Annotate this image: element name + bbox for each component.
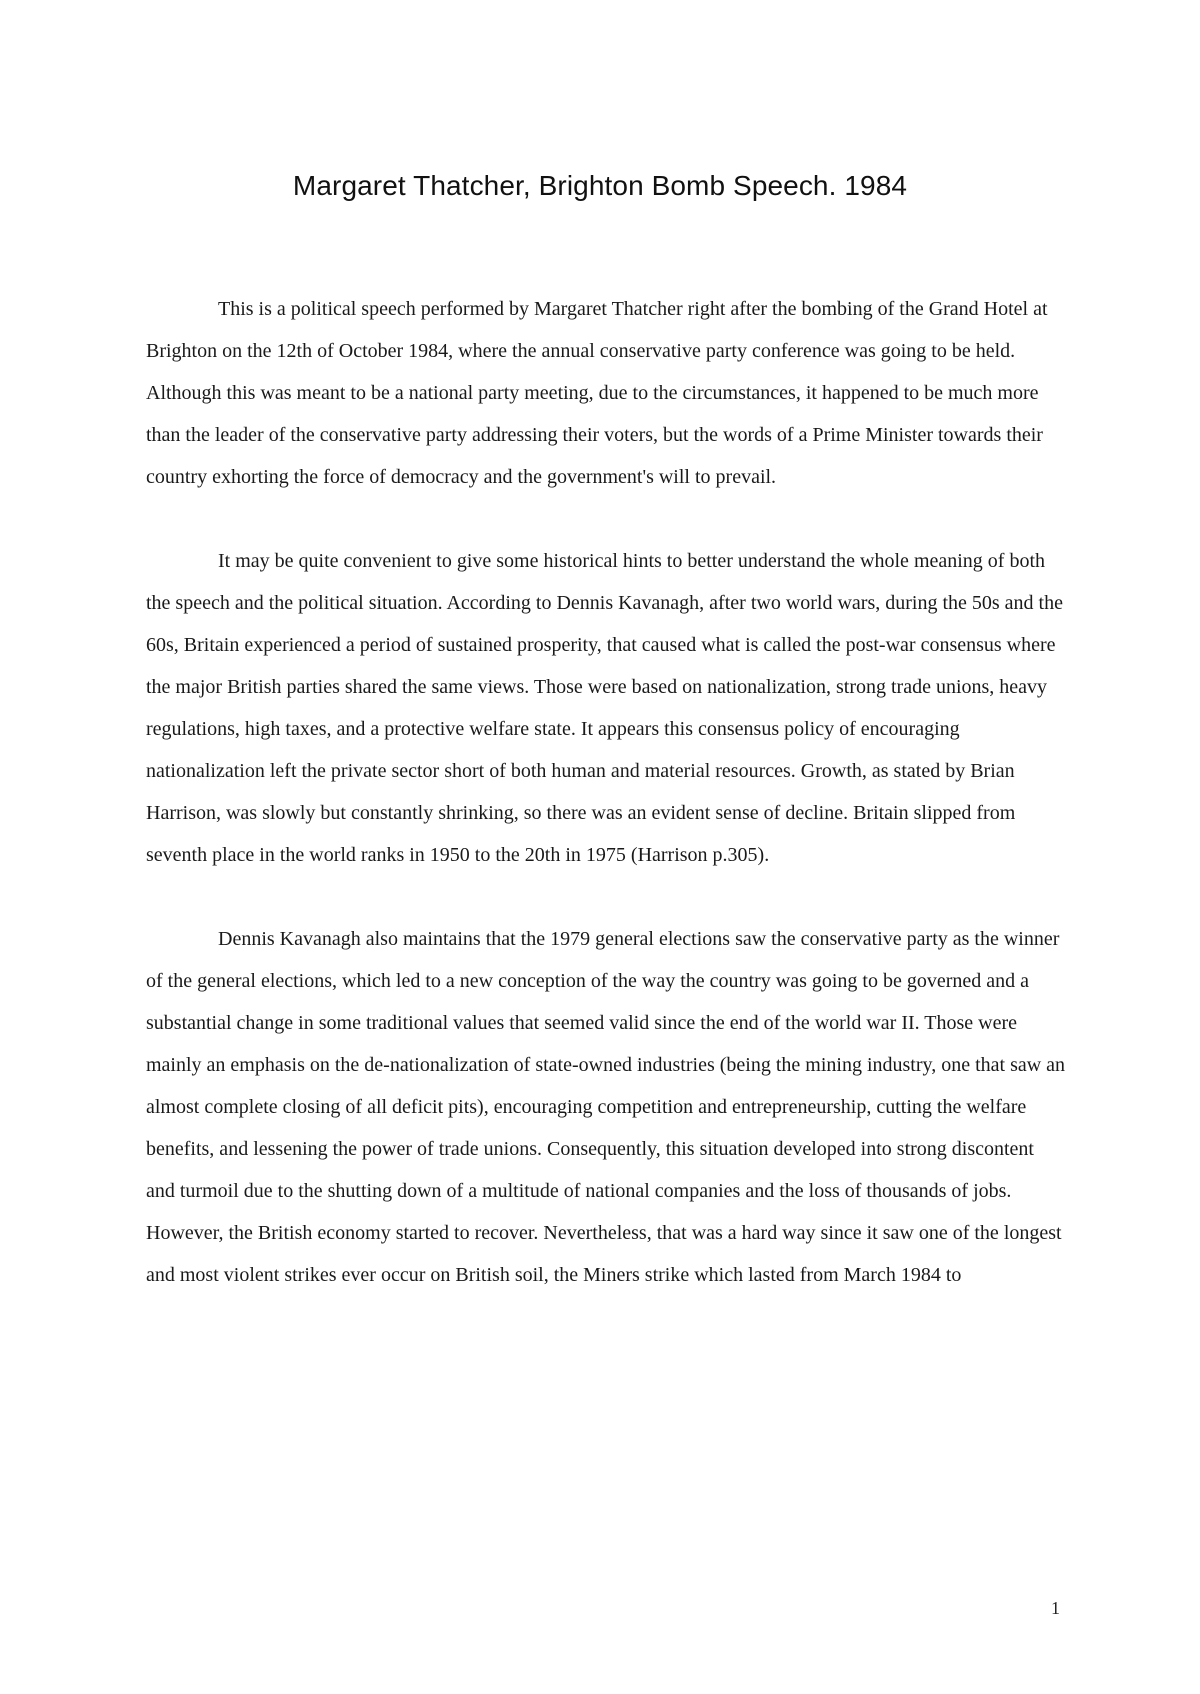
page-number: 1 — [1051, 1598, 1060, 1618]
document-title: Margaret Thatcher, Brighton Bomb Speech. 1984 — [292, 170, 908, 201]
paragraph-1: This is a political speech performed by Margaret Thatcher right after the bombing of the Grand Hotel at Brighton on the 12th of October 1984, where the annual conservative party conference was going to be held. Although this was meant to be a national party meeting, due to the circumstances, it happened to be much more than the leader of the conservative party addressing their voters, but the words of a Prime Minister towards their country exhorting the force of democracy and the government's will to prevail. — [146, 298, 1048, 488]
paragraph-3: Dennis Kavanagh also maintains that the 1979 general elections saw the conservative party as the winner of the general elections, which led to a new conception of the way the country was going to be governed and a substantial change in some traditional values that seemed valid since the end of the world war II. Those were mainly an emphasis on the de-nationalization of state-owned industries (being the mining industry, one that saw an almost complete closing of all deficit pits), encouraging competition and entrepreneurship, cutting the welfare benefits, and lessening the power of trade unions. Consequently, this situation developed into strong discontent and turmoil due to the shutting down of a multitude of national companies and the loss of thousands of jobs. However, the British economy started to recover. Nevertheless, that was a hard way since it saw one of the longest and most violent strikes ever occur on British soil, the Miners strike which lasted from March 1984 to — [146, 928, 1066, 1286]
document-body — [146, 288, 1066, 1338]
paragraph-2: It may be quite convenient to give some historical hints to better understand the whole meaning of both the speech and the political situation. According to Dennis Kavanagh, after two world wars, during the 50s and the 60s, Britain experienced a period of sustained prosperity, that caused what is called the post-war consensus where the major British parties shared the same views. Those were based on nationalization, strong trade unions, heavy regulations, high taxes, and a protective welfare state. It appears this consensus policy of encouraging nationalization left the private sector short of both human and material resources. Growth, as stated by Brian Harrison, was slowly but constantly shrinking, so there was an evident sense of decline. Britain slipped from seventh place in the world ranks in 1950 to the 20th in 1975 (Harrison p.305). — [146, 550, 1063, 866]
